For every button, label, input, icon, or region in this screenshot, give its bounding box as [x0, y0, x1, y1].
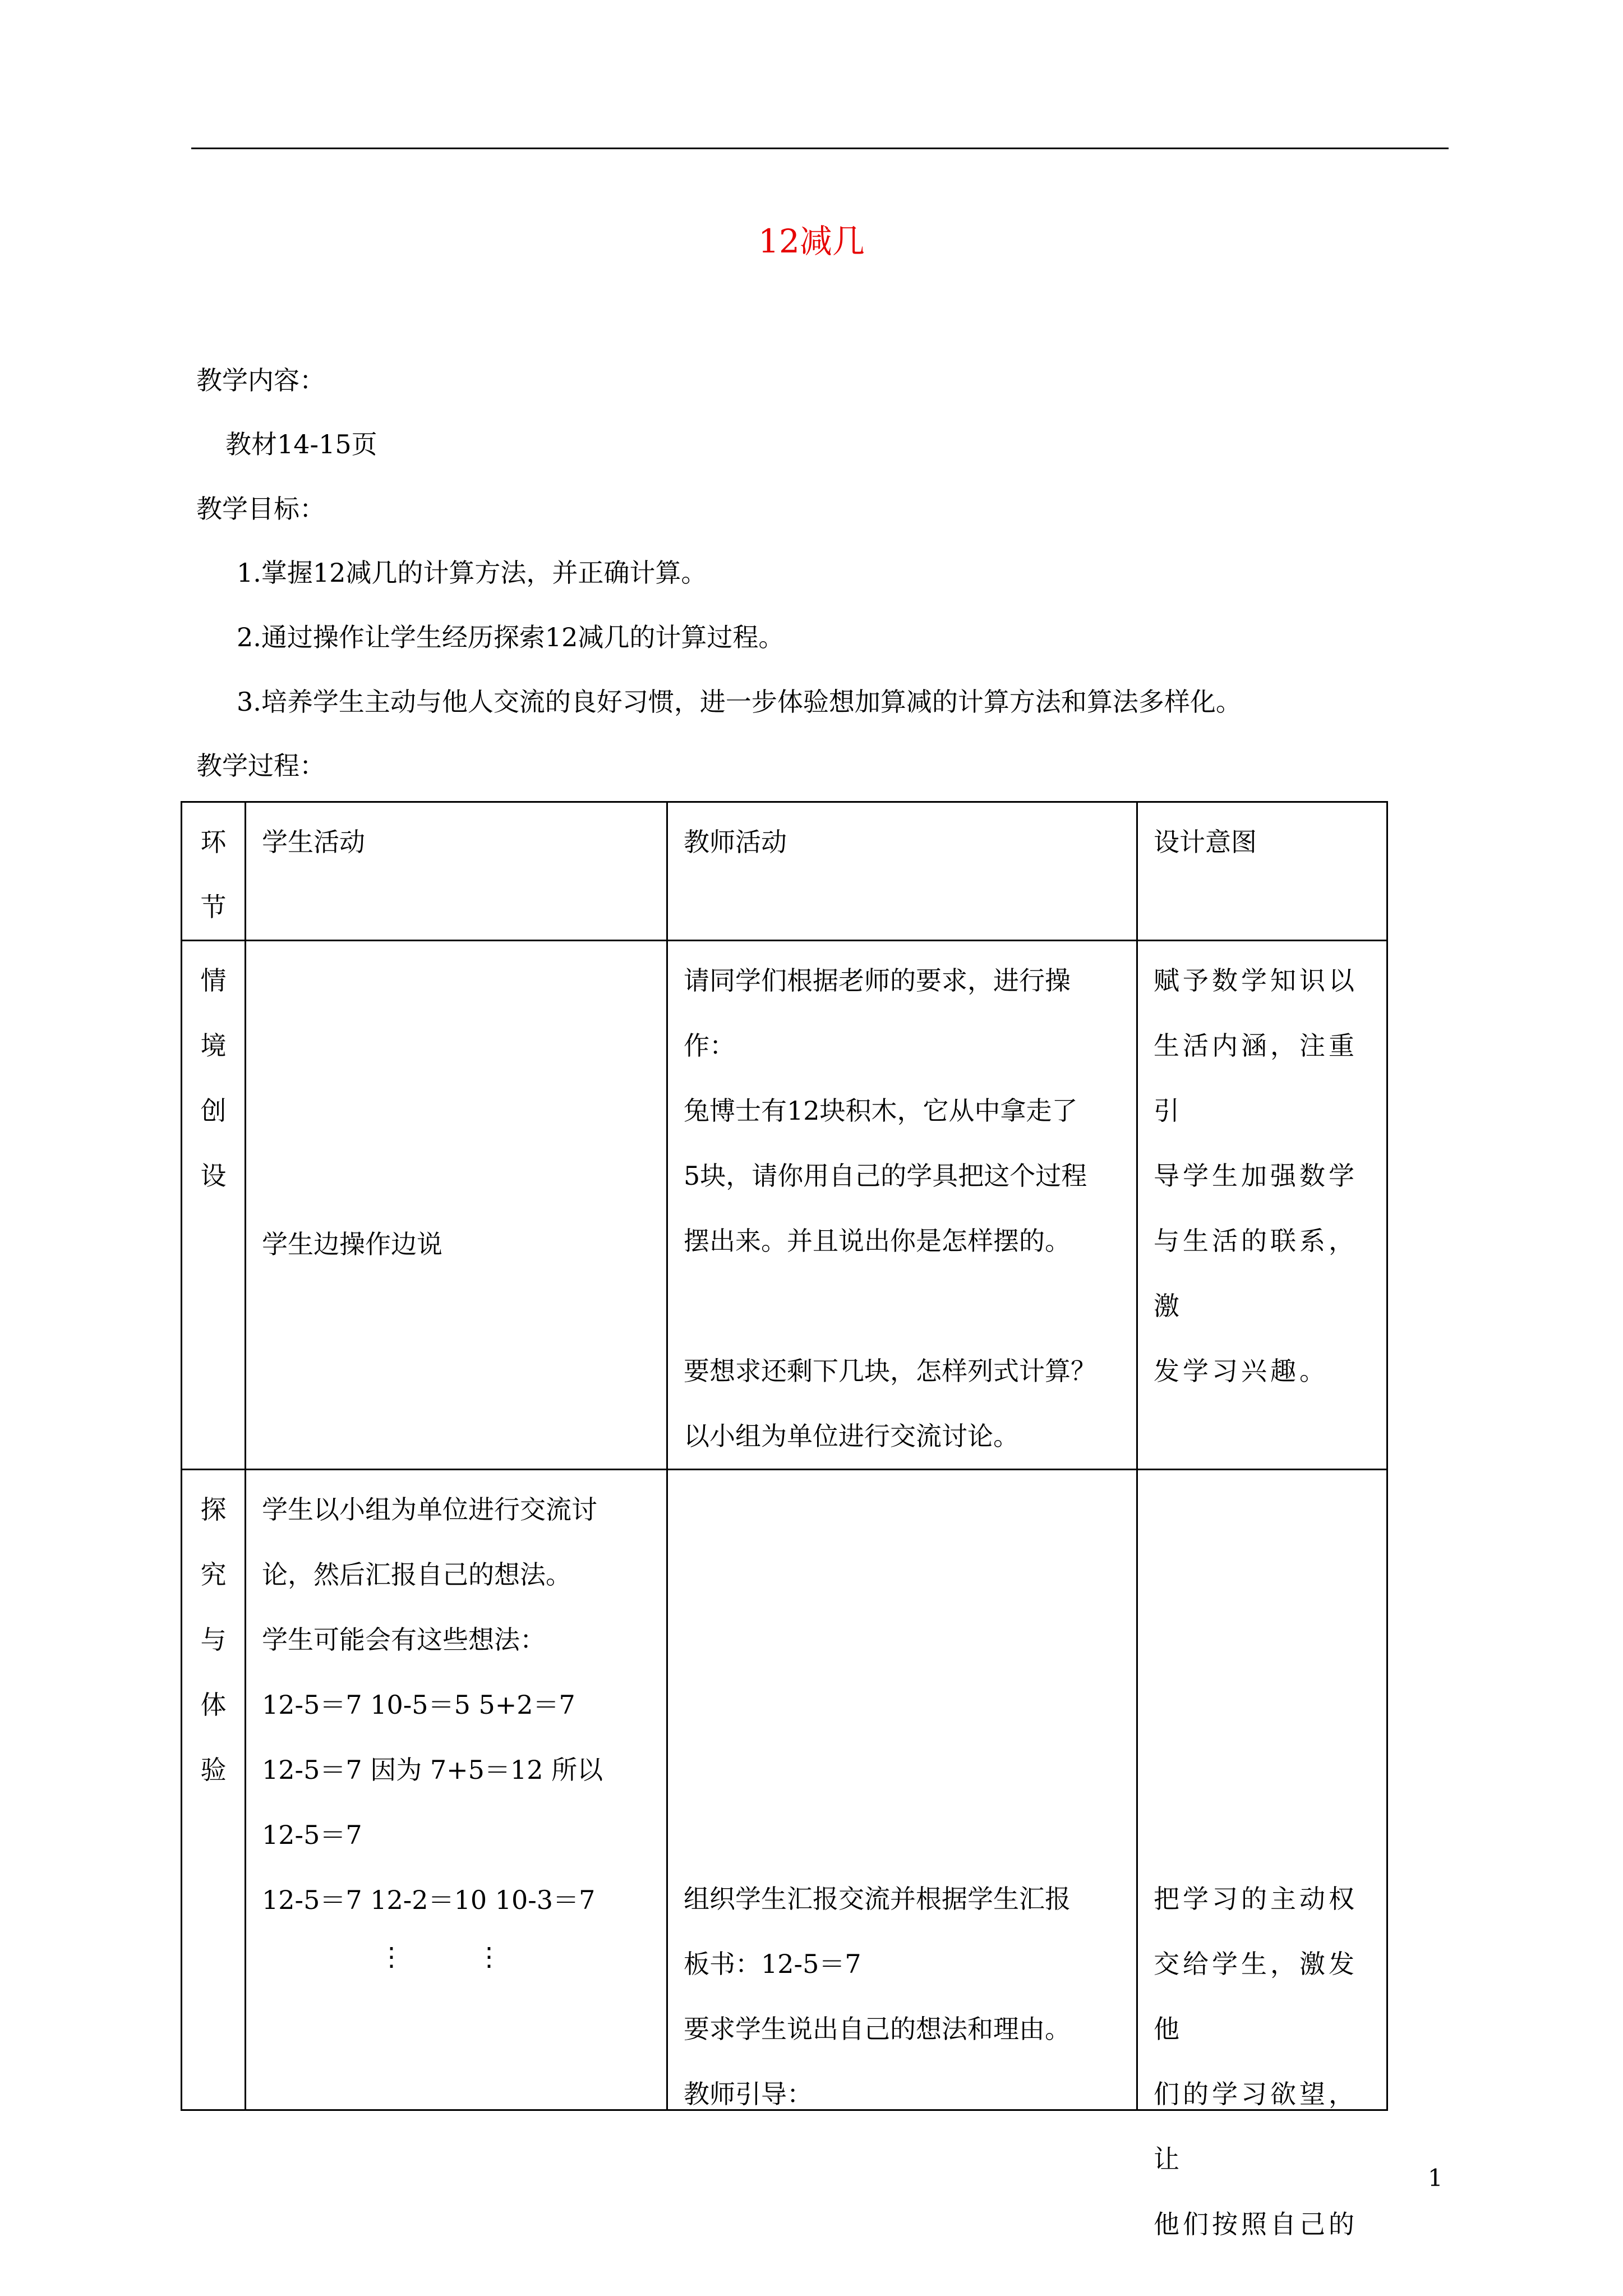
content-text: 教材14-15页 — [225, 429, 377, 459]
goal-item: 2.通过操作让学生经历探索12减几的计算过程。 — [237, 622, 785, 652]
goal-item: 1.掌握12减几的计算方法，并正确计算。 — [237, 558, 707, 588]
page-number: 1 — [1428, 2164, 1443, 2192]
table-row — [182, 1470, 1387, 2110]
table-row — [182, 941, 1387, 1470]
header-cell: 设计意图 — [1137, 802, 1387, 941]
header-cell: 环 节 — [182, 802, 246, 941]
student-activity-cell: 学生边操作边说 — [246, 941, 667, 1470]
stage-cell: 情 境 创 设 — [182, 941, 246, 1470]
goals-heading: 教学目标： — [196, 494, 325, 524]
design-intent-cell: 赋予数学知识以 生活内涵，注重引 导学生加强数学 与生活的联系，激 发学习兴趣。 — [1137, 941, 1387, 1470]
table-header-row — [182, 802, 1387, 941]
stage-cell: 探 究 与 体 验 — [182, 1470, 246, 2110]
content-heading: 教学内容： — [196, 365, 325, 395]
teaching-process-table — [181, 801, 1388, 2239]
teacher-activity-cell: 组织学生汇报交流并根据学生汇报 板书：12-5＝7 要求学生说出自己的想法和理由。 教师引导： — [667, 1470, 1137, 2110]
page-title: 12减几 — [758, 222, 865, 260]
header-rule — [191, 148, 1449, 149]
student-activity-cell: 学生以小组为单位进行交流讨 论，然后汇报自己的想法。 学生可能会有这些想法： 12-5＝7 10-5＝5 5+2＝7 12-5＝7 因为 7+5＝12 所以 12-5＝7 12-5＝7 12-2＝10 10-3＝7 ⋮ ⋮ — [246, 1470, 667, 2110]
header-cell: 教师活动 — [667, 802, 1137, 941]
process-heading: 教学过程： — [196, 751, 325, 781]
design-intent-cell: 把学习的主动权 交给学生，激发他 们的学习欲望，让 他们按照自己的 — [1137, 1470, 1387, 2110]
goal-item: 3.培养学生主动与他人交流的良好习惯，进一步体验想加算减的计算方法和算法多样化。 — [237, 687, 1242, 717]
vertical-ellipsis: ⋮ — [379, 1941, 404, 1972]
vertical-ellipsis: ⋮ — [476, 1941, 502, 1972]
teacher-activity-cell: 请同学们根据老师的要求，进行操 作： 兔博士有12块积木，它从中拿走了 5块，请你用自己的学具把这个过程 摆出来。并且说出你是怎样摆的。 要想求还剩下几块，怎样列式计算？ 以小组为单位进行交流讨论。 — [667, 941, 1137, 1470]
header-cell: 学生活动 — [246, 802, 667, 941]
